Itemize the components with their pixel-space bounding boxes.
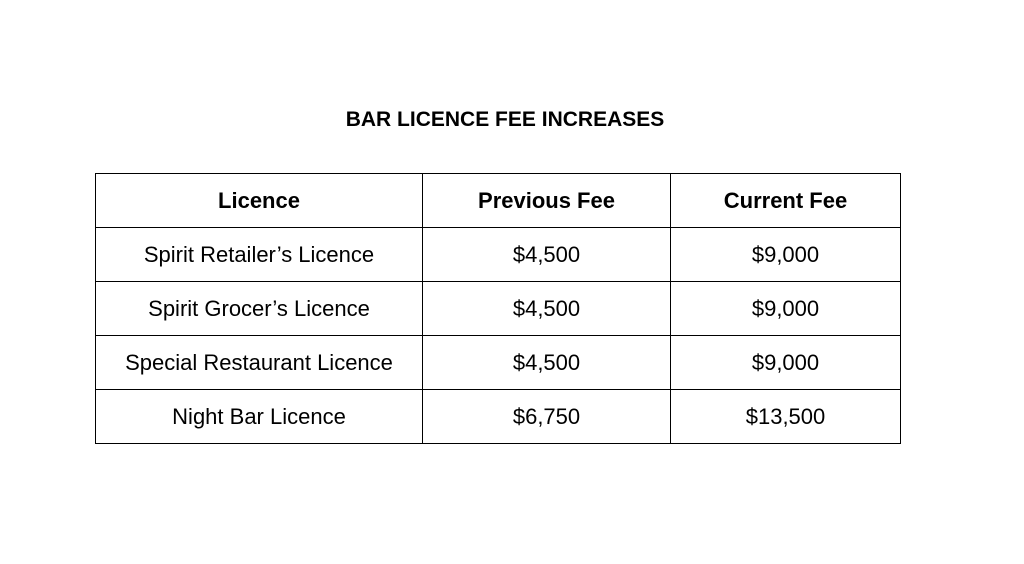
current-fee-cell: $9,000	[671, 282, 901, 336]
table-header-row	[96, 174, 901, 228]
header-previous-fee: Previous Fee	[423, 174, 671, 228]
licence-cell: Spirit Retailer’s Licence	[96, 228, 423, 282]
current-fee-cell: $9,000	[671, 228, 901, 282]
current-fee-cell: $9,000	[671, 336, 901, 390]
table-row	[96, 228, 901, 282]
fee-table	[95, 173, 901, 444]
previous-fee-cell: $4,500	[423, 228, 671, 282]
table-row	[96, 390, 901, 444]
header-current-fee: Current Fee	[671, 174, 901, 228]
previous-fee-cell: $4,500	[423, 336, 671, 390]
current-fee-cell: $13,500	[671, 390, 901, 444]
licence-cell: Spirit Grocer’s Licence	[96, 282, 423, 336]
table-row	[96, 336, 901, 390]
licence-cell: Night Bar Licence	[96, 390, 423, 444]
page-title: BAR LICENCE FEE INCREASES	[345, 108, 665, 131]
licence-cell: Special Restaurant Licence	[96, 336, 423, 390]
previous-fee-cell: $6,750	[423, 390, 671, 444]
header-licence: Licence	[96, 174, 423, 228]
table-row	[96, 282, 901, 336]
previous-fee-cell: $4,500	[423, 282, 671, 336]
